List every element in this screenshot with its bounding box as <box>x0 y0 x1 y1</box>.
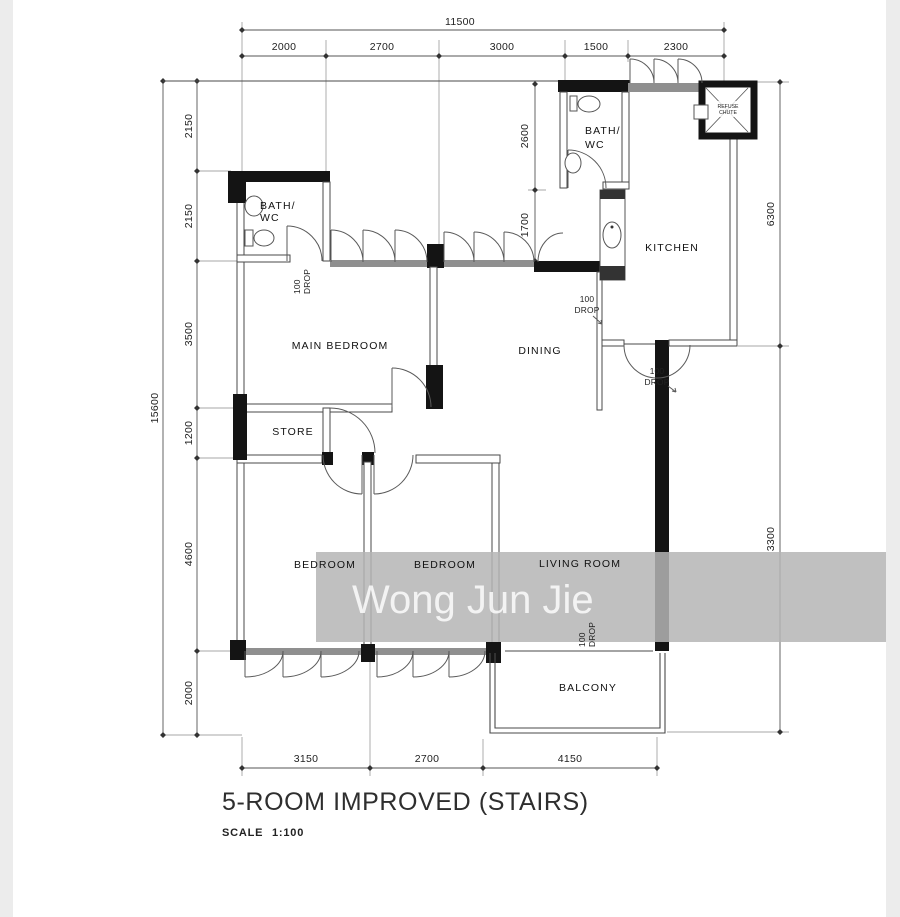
dim-top-4: 2300 <box>663 41 689 53</box>
dim-top-1: 2700 <box>369 41 395 53</box>
dim-left-3: 1200 <box>183 420 195 446</box>
svg-text:100: 100 <box>649 366 665 376</box>
watermark-text: Wong Jun Jie <box>352 578 594 622</box>
page-edge-left <box>0 0 13 917</box>
dim-bottom-2: 4150 <box>557 753 583 765</box>
dim-interior-0: 2600 <box>519 123 531 149</box>
svg-text:100: 100 <box>292 279 302 294</box>
room-kitchen: KITCHEN <box>645 242 699 254</box>
dim-bottom-1: 2700 <box>414 753 440 765</box>
dimension-ticks <box>160 27 783 771</box>
room-bath-left-line2: WC <box>260 212 280 224</box>
svg-text:DROP: DROP <box>302 269 312 294</box>
page-edge-right <box>886 0 900 917</box>
room-balcony: BALCONY <box>559 682 617 694</box>
svg-text:100: 100 <box>579 294 595 304</box>
kitchen-fixture <box>694 105 708 119</box>
room-dining: DINING <box>518 345 562 357</box>
dim-right-0: 6300 <box>765 201 777 227</box>
dimension-lines <box>163 30 780 768</box>
room-bedroom-left: BEDROOM <box>294 559 356 571</box>
doors <box>287 150 690 494</box>
room-store: STORE <box>272 426 314 438</box>
refuse-chute-label-2: CHUTE <box>719 110 737 116</box>
room-living: LIVING ROOM <box>538 558 622 570</box>
room-bath-top-line1: BATH/ <box>585 125 621 137</box>
svg-text:100: 100 <box>577 632 587 647</box>
refuse-chute-label-1: REFUSE <box>717 104 739 110</box>
dim-left-2: 3500 <box>183 321 195 347</box>
dim-top-3: 1500 <box>583 41 609 53</box>
scale-label: SCALE <box>222 827 264 839</box>
dim-left-4: 4600 <box>183 541 195 567</box>
plan-title: 5-ROOM IMPROVED (STAIRS) <box>222 788 589 816</box>
room-main-bedroom: MAIN BEDROOM <box>291 340 389 352</box>
dim-right-1: 3300 <box>765 526 777 552</box>
scale-value: 1:100 <box>272 827 305 839</box>
title-block <box>222 788 589 839</box>
kitchen-counter <box>600 190 625 280</box>
dim-left-0: 2150 <box>183 113 195 139</box>
dim-interior-1: 1700 <box>519 212 531 238</box>
dim-left-5: 2000 <box>183 680 195 706</box>
dim-top-0: 2000 <box>271 41 297 53</box>
dim-bottom-0: 3150 <box>293 753 319 765</box>
svg-text:DROP: DROP <box>574 305 600 315</box>
extension-lines <box>163 22 789 776</box>
room-bath-left-line1: BATH/ <box>260 200 296 212</box>
dim-top-2: 3000 <box>489 41 515 53</box>
svg-text:DROP: DROP <box>587 622 597 647</box>
dim-left-total: 15600 <box>149 392 161 424</box>
refuse-chute <box>694 84 754 136</box>
svg-text:DROP: DROP <box>644 377 670 387</box>
dim-left-1: 2150 <box>183 203 195 229</box>
dim-top-total: 11500 <box>445 16 475 28</box>
drop-bath-left <box>292 269 312 294</box>
room-bedroom-mid: BEDROOM <box>414 559 476 571</box>
room-bath-top-line2: WC <box>585 139 605 151</box>
